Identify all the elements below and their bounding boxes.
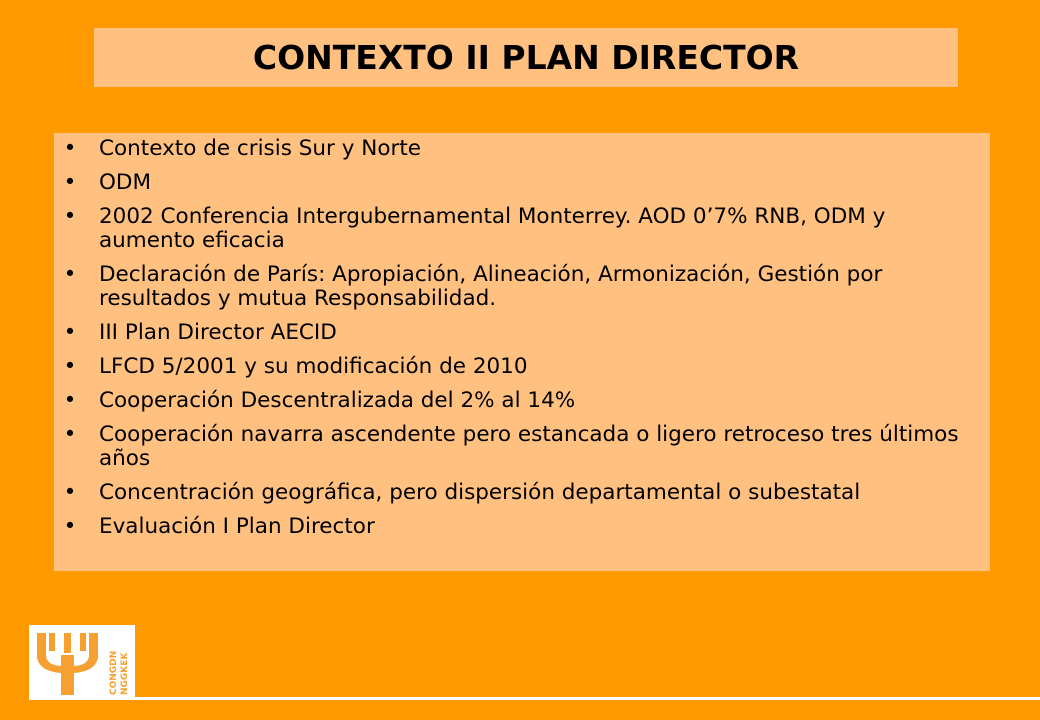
bullet-item xyxy=(54,515,990,539)
bullet-item xyxy=(54,263,990,311)
bullet-dot: • xyxy=(63,480,77,505)
bullet-text: Concentración geográfica, pero dispersión departamental o subestatal xyxy=(99,480,861,505)
slide-title: CONTEXTO II PLAN DIRECTOR xyxy=(252,38,800,77)
bullet-dot: • xyxy=(63,204,77,229)
bullet-item xyxy=(54,205,990,253)
bullet-text: ODM xyxy=(99,170,152,195)
footer-divider xyxy=(135,697,1040,700)
bullet-item xyxy=(54,389,990,413)
bullet-item xyxy=(54,423,990,471)
bullet-dot: • xyxy=(63,136,77,161)
content-box xyxy=(54,133,990,571)
bullet-item xyxy=(54,171,990,195)
bullet-text: Declaración de París: Apropiación, Alineación, Armonización, Gestión por resultados y mutua Responsabilidad. xyxy=(99,262,883,311)
logo-text-line2: NGGKEK xyxy=(120,652,130,695)
bullet-text: LFCD 5/2001 y su modificación de 2010 xyxy=(99,354,528,379)
logo-text-line1: CONGDN xyxy=(109,650,119,695)
bullet-dot: • xyxy=(63,170,77,195)
bullet-dot: • xyxy=(63,320,77,345)
bullet-item xyxy=(54,355,990,379)
bullet-text: Cooperación navarra ascendente pero estancada o ligero retroceso tres últimos años xyxy=(99,422,959,471)
bullet-item xyxy=(54,481,990,505)
bullet-dot: • xyxy=(63,514,77,539)
logo-text-graphic xyxy=(105,625,133,700)
bullet-text: Evaluación I Plan Director xyxy=(99,514,375,539)
bullet-dot: • xyxy=(63,388,77,413)
bullet-dot: • xyxy=(63,354,77,379)
bullet-dot: • xyxy=(63,262,77,287)
bullet-text: Contexto de crisis Sur y Norte xyxy=(99,136,422,161)
bullet-text: 2002 Conferencia Intergubernamental Monterrey. AOD 0’7% RNB, ODM y aumento eficacia xyxy=(99,204,886,253)
bullet-dot: • xyxy=(63,422,77,447)
organization-logo xyxy=(29,625,135,700)
bullet-item xyxy=(54,137,990,161)
bullet-text: III Plan Director AECID xyxy=(99,320,337,345)
bullet-item xyxy=(54,321,990,345)
bullet-list xyxy=(54,137,990,549)
title-box xyxy=(94,28,958,87)
bullet-text: Cooperación Descentralizada del 2% al 14% xyxy=(99,388,576,413)
